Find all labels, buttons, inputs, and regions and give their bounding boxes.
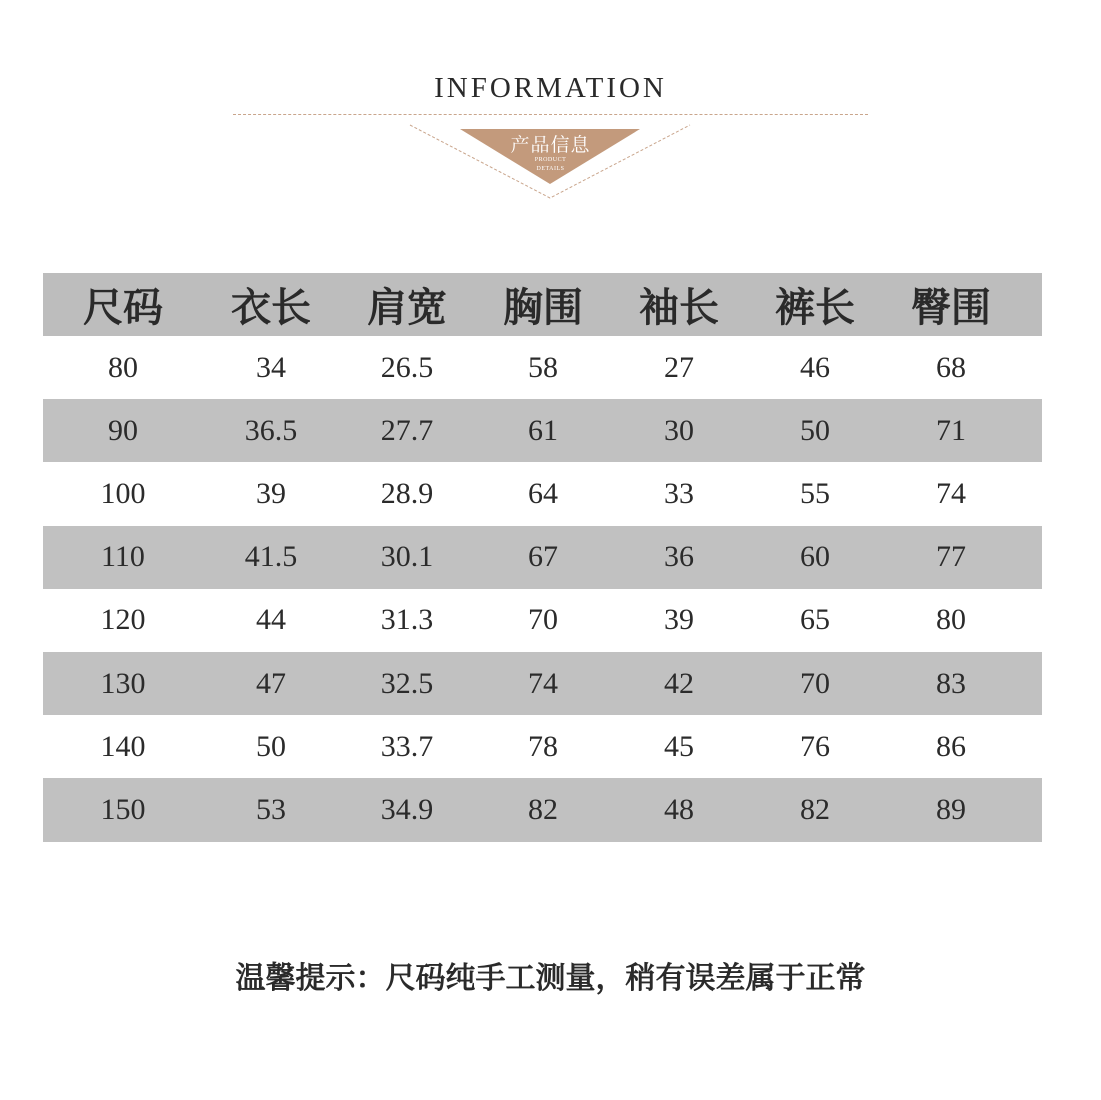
table-cell: 70 [528, 603, 558, 637]
table-cell: 44 [256, 603, 286, 637]
table-body [43, 336, 1042, 842]
table-cell: 86 [936, 729, 966, 763]
table-cell: 61 [528, 413, 558, 447]
badge-label-en-2: DETAILS [536, 166, 565, 172]
column-header: 袖长 [639, 285, 719, 331]
table-cell: 80 [936, 603, 966, 637]
column-header: 臀围 [911, 285, 991, 331]
table-cell: 120 [100, 603, 146, 637]
table-cell: 27.7 [380, 413, 434, 447]
table-cell: 65 [800, 603, 830, 637]
table-cell: 39 [256, 476, 286, 510]
table-row [43, 778, 1042, 841]
table-cell: 33 [664, 476, 694, 510]
table-cell: 82 [800, 792, 830, 826]
column-header: 衣长 [231, 285, 311, 331]
table-cell: 89 [936, 792, 966, 826]
badge-label-cn: 产品信息 [510, 134, 591, 156]
table-cell: 30.1 [380, 540, 434, 574]
table-cell: 28.9 [380, 476, 434, 510]
table-cell: 90 [108, 413, 138, 447]
table-cell: 36.5 [244, 413, 298, 447]
page-title: INFORMATION [434, 72, 667, 104]
table-cell: 36 [664, 540, 694, 574]
table-row [43, 652, 1042, 715]
table-cell: 64 [528, 476, 558, 510]
table-cell: 140 [100, 729, 146, 763]
table-cell: 45 [664, 729, 694, 763]
table-cell: 67 [528, 540, 558, 574]
table-cell: 30 [664, 413, 694, 447]
table-cell: 74 [528, 666, 558, 700]
table-cell: 150 [100, 792, 146, 826]
table-cell: 60 [800, 540, 830, 574]
table-cell: 48 [664, 792, 694, 826]
table-cell: 110 [101, 540, 145, 574]
table-cell: 34 [256, 350, 286, 384]
measurement-note: 温馨提示：尺码纯手工测量，稍有误差属于正常 [235, 961, 866, 996]
table-cell: 47 [256, 666, 286, 700]
table-row [43, 526, 1042, 589]
table-cell: 78 [528, 729, 558, 763]
table-cell: 76 [800, 729, 830, 763]
table-cell: 50 [800, 413, 830, 447]
table-cell: 42 [664, 666, 694, 700]
table-header-row [43, 273, 1042, 336]
column-header: 胸围 [503, 285, 583, 331]
table-cell: 41.5 [244, 540, 298, 574]
table-cell: 32.5 [380, 666, 434, 700]
table-cell: 130 [100, 666, 146, 700]
table-cell: 77 [936, 540, 966, 574]
column-header: 尺码 [83, 285, 163, 331]
column-header: 裤长 [775, 285, 855, 331]
table-cell: 26.5 [380, 350, 434, 384]
table-cell: 71 [936, 413, 966, 447]
table-cell: 70 [800, 666, 830, 700]
table-cell: 55 [800, 476, 830, 510]
table-cell: 27 [664, 350, 694, 384]
badge-label-en-1: PRODUCT [534, 157, 567, 163]
table-cell: 53 [256, 792, 286, 826]
table-cell: 58 [528, 350, 558, 384]
table-cell: 68 [936, 350, 966, 384]
table-cell: 46 [800, 350, 830, 384]
table-row [43, 336, 1042, 399]
table-cell: 80 [108, 350, 138, 384]
table-row [43, 589, 1042, 652]
table-row [43, 399, 1042, 462]
table-cell: 100 [100, 476, 146, 510]
table-cell: 39 [664, 603, 694, 637]
header-divider [233, 114, 868, 115]
table-cell: 83 [936, 666, 966, 700]
table-cell: 74 [936, 476, 966, 510]
table-row [43, 462, 1042, 525]
table-cell: 31.3 [380, 603, 434, 637]
table-row [43, 715, 1042, 778]
table-cell: 34.9 [380, 792, 434, 826]
size-table [43, 273, 1042, 842]
table-cell: 33.7 [380, 729, 434, 763]
column-header: 肩宽 [367, 285, 447, 331]
table-cell: 50 [256, 729, 286, 763]
table-cell: 82 [528, 792, 558, 826]
